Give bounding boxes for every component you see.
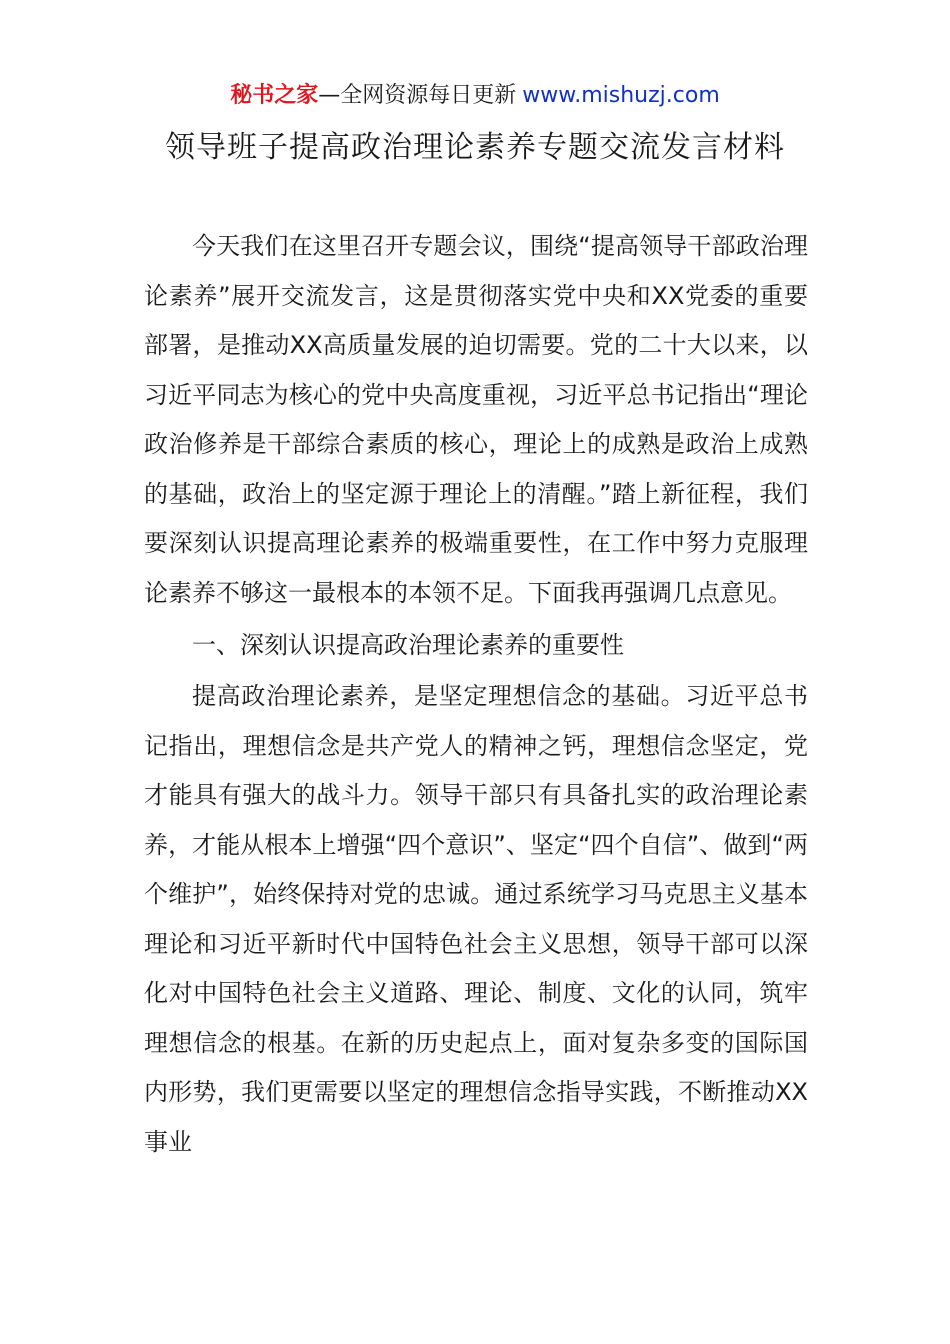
intro-paragraph: 今天我们在这里召开专题会议，围绕“提高领导干部政治理论素养”展开交流发言，这是贯彻落实党中央和XX党委的重要部署，是推动XX高质量发展的迫切需要。党的二十大以来，以习近平同志为核心的党中央高度重视，习近平总书记指出“理论政治修养是干部综合素质的核心，理论上的成熟是政治上成熟的基础，政治上的坚定源于理论上的清醒。”踏上新征程，我们要深刻认识提高理论素养的极端重要性，在工作中努力克服理论素养不够这一最根本的本领不足。下面我再强调几点意见。 — [144, 232, 808, 607]
site-url-link[interactable]: www.mishuzj.com — [522, 83, 720, 108]
site-tagline: —全网资源每日更新 — [318, 83, 517, 108]
brand-name: 秘书之家 — [230, 83, 319, 108]
section-heading: 一、深刻认识提高政治理论素养的重要性 — [192, 631, 624, 659]
document-title: 领导班子提高政治理论素养专题交流发言材料 — [165, 130, 785, 165]
body-paragraph: 提高政治理论素养，是坚定理想信念的基础。习近平总书记指出，理想信念是共产党人的精神之钙，理想信念坚定，党才能具有强大的战斗力。领导干部只有具备扎实的政治理论素养，才能从根本上增强“四个意识”、坚定“四个自信”、做到“两个维护”，始终保持对党的忠诚。通过系统学习马克思主义基本理论和习近平新时代中国特色社会主义思想，领导干部可以深化对中国特色社会主义道路、理论、制度、文化的认同，筑牢理想信念的根基。在新的历史起点上，面对复杂多变的国际国内形势，我们更需要以坚定的理想信念指导实践，不断推动XX事业 — [144, 682, 808, 1156]
document-body — [144, 222, 808, 1167]
site-header — [0, 80, 950, 112]
